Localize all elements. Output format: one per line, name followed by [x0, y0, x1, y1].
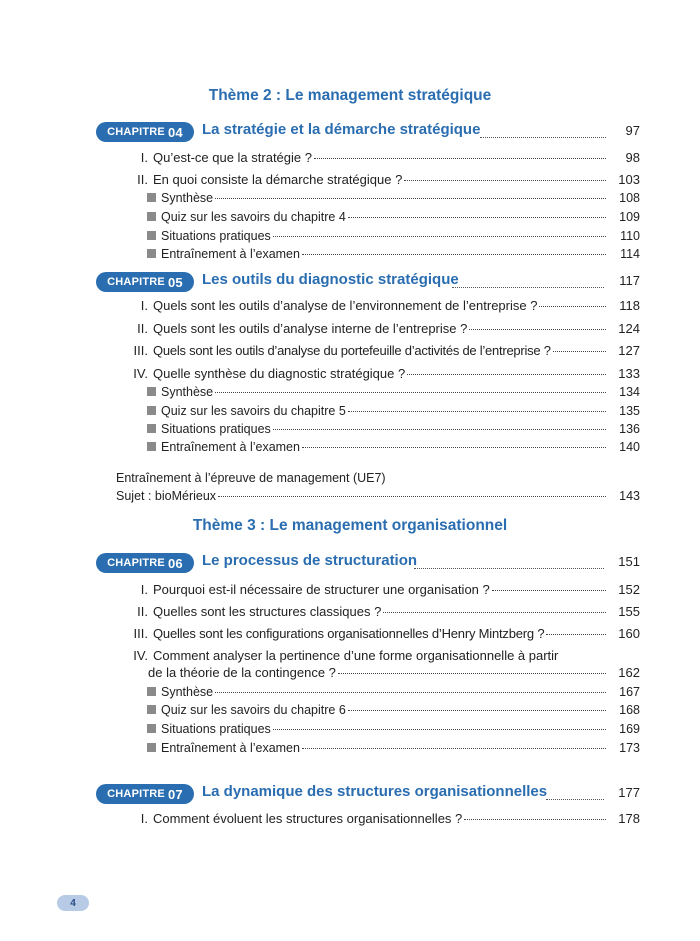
entry-text: Synthèse: [161, 385, 214, 399]
entry-text: Entraînement à l’examen: [161, 247, 300, 261]
entry-page: 162: [618, 665, 640, 680]
toc-entry-c05-1[interactable]: [96, 298, 640, 316]
entry-page: 135: [619, 404, 640, 418]
leader-dots: [273, 729, 606, 730]
entry-text: En quoi consiste la démarche stratégique ?: [153, 172, 403, 187]
chapter-04-page: 97: [625, 123, 640, 138]
entry-page: 169: [619, 722, 640, 736]
leader-dots: [348, 411, 606, 412]
toc-sub-c06-quiz[interactable]: [147, 703, 640, 721]
entry-text-continued: de la théorie de la contingence ?: [148, 665, 336, 680]
theme-3-title: Thème 3 : Le management organisationnel: [192, 517, 508, 534]
entry-page: 160: [618, 626, 640, 641]
chapter-07-header[interactable]: [96, 784, 640, 806]
page-number-badge: 4: [57, 895, 89, 911]
leader-dots: [348, 710, 606, 711]
square-bullet-icon: [147, 687, 156, 696]
square-bullet-icon: [147, 743, 156, 752]
entry-text: Pourquoi est-il nécessaire de structurer une organisation ?: [153, 582, 490, 597]
entry-number: I.: [140, 582, 148, 597]
entry-number: II.: [137, 172, 148, 187]
chapter-06-header[interactable]: [96, 553, 640, 575]
entry-number: I.: [140, 298, 148, 313]
leader-dots: [215, 392, 606, 393]
toc-entry-c06-3[interactable]: [96, 626, 640, 644]
chapter-06-page: 151: [618, 554, 640, 569]
entry-text: Quels sont les outils d’analyse du portefeuille d’activités de l’entreprise ?: [153, 343, 551, 358]
leader-dots: [302, 748, 606, 749]
toc-sub-c05-synthese[interactable]: [147, 385, 640, 403]
square-bullet-icon: [147, 442, 156, 451]
chapter-05-page: 117: [619, 273, 640, 288]
entry-text: Synthèse: [161, 685, 214, 699]
square-bullet-icon: [147, 193, 156, 202]
square-bullet-icon: [147, 212, 156, 221]
toc-entry-c06-1[interactable]: [96, 582, 640, 600]
entry-number: IV.: [133, 648, 148, 663]
leader-dots: [273, 236, 606, 237]
exam-practice-title: Entraînement à l’épreuve de management (UE7): [116, 471, 386, 485]
entry-text: Qu’est-ce que la stratégie ?: [153, 150, 312, 165]
entry-page: 168: [619, 703, 640, 717]
chapter-04-badge: CHAPITRE 04: [96, 122, 194, 142]
entry-text: Entraînement à l’examen: [161, 440, 300, 454]
chapter-05-header[interactable]: [96, 272, 640, 294]
leader-dots: [553, 351, 606, 352]
chapter-04-header[interactable]: [96, 122, 640, 144]
toc-entry-c04-1[interactable]: [96, 150, 640, 168]
chapter-06-badge: CHAPITRE 06: [96, 553, 194, 573]
entry-page: 110: [620, 229, 640, 243]
chapter-07-badge: CHAPITRE 07: [96, 784, 194, 804]
leader-dots: [539, 306, 606, 307]
entry-text: Situations pratiques: [161, 422, 271, 436]
toc-exam-subject[interactable]: [116, 489, 640, 507]
chapter-05-title: Les outils du diagnostic stratégique: [202, 271, 459, 288]
leader-dots: [407, 374, 606, 375]
entry-number: II.: [137, 604, 148, 619]
entry-page: 155: [618, 604, 640, 619]
theme-2-title: Thème 2 : Le management stratégique: [208, 87, 492, 104]
entry-text: Quelle synthèse du diagnostic stratégique ?: [153, 366, 406, 381]
toc-entry-c04-2[interactable]: [96, 172, 640, 190]
leader-dots: [464, 819, 606, 820]
leader-dots: [314, 158, 606, 159]
toc-sub-c04-examen[interactable]: [147, 247, 640, 265]
toc-sub-c04-synthese[interactable]: [147, 191, 640, 209]
square-bullet-icon: [147, 387, 156, 396]
entry-page: 109: [619, 210, 640, 224]
entry-number: II.: [137, 321, 148, 336]
entry-page: 178: [618, 811, 640, 826]
square-bullet-icon: [147, 724, 156, 733]
entry-page: 124: [618, 321, 640, 336]
entry-text: Situations pratiques: [161, 722, 271, 736]
entry-page: 118: [619, 298, 640, 313]
square-bullet-icon: [147, 249, 156, 258]
toc-sub-c04-quiz[interactable]: [147, 210, 640, 228]
entry-text: Quels sont les outils d’analyse de l’environnement de l’entreprise ?: [153, 298, 538, 313]
entry-page: 134: [619, 385, 640, 399]
entry-text: Quels sont les outils d’analyse interne de l’entreprise ?: [153, 321, 468, 336]
entry-text: Sujet : bioMérieux: [116, 489, 217, 503]
entry-text: Situations pratiques: [161, 229, 271, 243]
chapter-07-title: La dynamique des structures organisationnelles: [202, 783, 548, 800]
toc-entry-c05-4[interactable]: [96, 366, 640, 384]
leader-dots: [469, 329, 606, 330]
entry-text: Quiz sur les savoirs du chapitre 6: [161, 703, 346, 717]
square-bullet-icon: [147, 406, 156, 415]
entry-page: 140: [619, 440, 640, 454]
toc-sub-c06-situations[interactable]: [147, 722, 640, 740]
square-bullet-icon: [147, 231, 156, 240]
entry-text: Quiz sur les savoirs du chapitre 4: [161, 210, 346, 224]
entry-page: 127: [618, 343, 640, 358]
toc-sub-c05-quiz[interactable]: [147, 404, 640, 422]
leader-dots: [348, 217, 606, 218]
entry-page: 133: [618, 366, 640, 381]
leader-dots: [546, 634, 606, 635]
leader-dots: [546, 799, 604, 800]
entry-page: 103: [618, 172, 640, 187]
entry-page: 167: [619, 685, 640, 699]
entry-page: 108: [619, 191, 640, 205]
leader-dots: [452, 287, 604, 288]
leader-dots: [215, 692, 606, 693]
toc-sub-c05-situations[interactable]: [147, 422, 640, 440]
entry-text: Comment évoluent les structures organisationnelles ?: [153, 811, 463, 826]
toc-entry-c06-4-line1[interactable]: [96, 648, 640, 666]
toc-sub-c06-synthese[interactable]: [147, 685, 640, 703]
chapter-07-page: 177: [618, 785, 640, 800]
toc-sub-c06-examen[interactable]: [147, 741, 640, 759]
leader-dots: [404, 180, 606, 181]
entry-number: IV.: [133, 366, 148, 381]
toc-entry-c06-4-line2[interactable]: [148, 665, 640, 683]
leader-dots: [302, 254, 606, 255]
entry-text: Quiz sur les savoirs du chapitre 5: [161, 404, 346, 418]
toc-sub-c04-situations[interactable]: [147, 229, 640, 247]
entry-page: 143: [619, 489, 640, 503]
entry-page: 98: [625, 150, 640, 165]
chapter-04-title: La stratégie et la démarche stratégique: [202, 121, 481, 138]
chapter-05-badge: CHAPITRE 05: [96, 272, 194, 292]
entry-number: III.: [133, 343, 148, 358]
chapter-06-title: Le processus de structuration: [202, 552, 418, 569]
leader-dots: [338, 673, 606, 674]
entry-text: Entraînement à l’examen: [161, 741, 300, 755]
leader-dots: [218, 496, 606, 497]
toc-entry-c05-2[interactable]: [96, 321, 640, 339]
leader-dots: [273, 429, 606, 430]
entry-text: Quelles sont les configurations organisationnelles d’Henry Mintzberg ?: [153, 626, 545, 641]
toc-entry-c06-2[interactable]: [96, 604, 640, 622]
square-bullet-icon: [147, 424, 156, 433]
entry-number: III.: [133, 626, 148, 641]
entry-text: Comment analyser la pertinence d’une forme organisationnelle à partir: [153, 648, 559, 663]
entry-page: 136: [619, 422, 640, 436]
entry-text: Quelles sont les structures classiques ?: [153, 604, 382, 619]
leader-dots: [414, 568, 604, 569]
leader-dots: [480, 137, 606, 138]
leader-dots: [302, 447, 606, 448]
square-bullet-icon: [147, 705, 156, 714]
entry-page: 152: [618, 582, 640, 597]
leader-dots: [383, 612, 606, 613]
entry-number: I.: [140, 811, 148, 826]
toc-sub-c05-examen[interactable]: [147, 440, 640, 458]
entry-text: Synthèse: [161, 191, 214, 205]
entry-page: 173: [619, 741, 640, 755]
entry-number: I.: [140, 150, 148, 165]
leader-dots: [215, 198, 606, 199]
leader-dots: [492, 590, 606, 591]
toc-entry-c07-1[interactable]: [96, 811, 640, 829]
entry-page: 114: [620, 247, 640, 261]
toc-entry-c05-3[interactable]: [96, 343, 640, 361]
